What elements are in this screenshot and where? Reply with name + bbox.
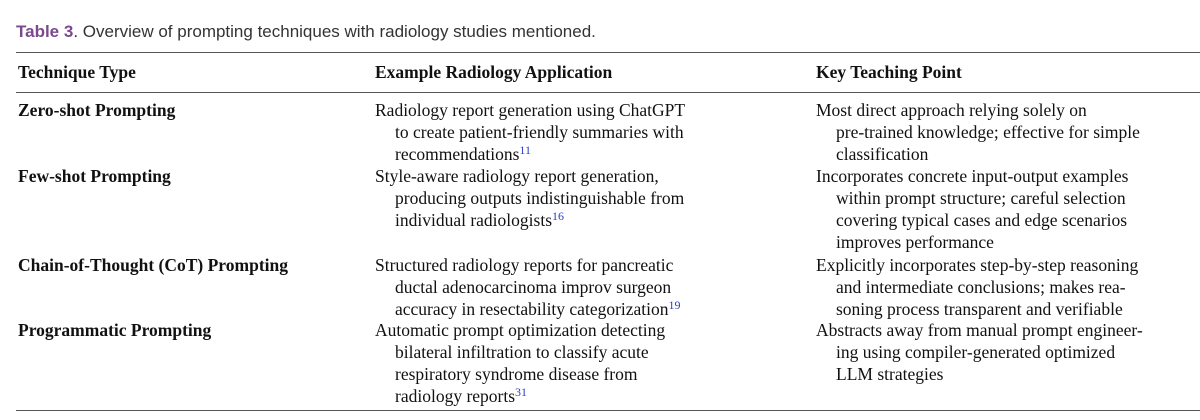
application-line: to create patient-friendly summaries with <box>395 122 684 142</box>
application-line: Radiology report generation using ChatGPT <box>375 100 686 120</box>
citation-ref-link[interactable]: 16 <box>552 209 565 223</box>
row-technique: Programmatic Prompting <box>18 320 212 340</box>
row-teaching <box>816 165 1128 253</box>
header-rule <box>16 92 1200 93</box>
application-line-text: accuracy in resectability categorization <box>395 299 669 319</box>
row-application <box>375 99 685 165</box>
application-line-last <box>375 209 684 231</box>
teaching-line: improves performance <box>836 232 994 252</box>
application-line-last <box>375 385 665 407</box>
teaching-line: Incorporates concrete input-output examples <box>816 166 1129 186</box>
application-line: Automatic prompt optimization detecting <box>375 320 666 340</box>
citation-ref-link[interactable]: 11 <box>519 143 531 157</box>
teaching-line: covering typical cases and edge scenarios <box>836 210 1128 230</box>
table-caption <box>16 22 596 42</box>
teaching-line: LLM strategies <box>836 364 944 384</box>
header-technique: Technique Type <box>18 62 136 82</box>
application-line: ductal adenocarcinoma improv surgeon <box>395 277 672 297</box>
application-line-text: recommendations <box>395 144 520 164</box>
row-teaching <box>816 319 1143 385</box>
row-application <box>375 319 665 407</box>
table-top-rule <box>16 52 1200 53</box>
application-line-last <box>375 298 681 320</box>
application-line: respiratory syndrome disease from <box>395 364 638 384</box>
teaching-line: and intermediate conclusions; makes rea- <box>836 277 1126 297</box>
application-line-last <box>375 143 685 165</box>
teaching-line: within prompt structure; careful selection <box>836 188 1126 208</box>
teaching-line: ing using compiler-generated optimized <box>836 342 1116 362</box>
table-label: Table 3 <box>16 22 74 41</box>
teaching-line: Abstracts away from manual prompt engineer- <box>816 320 1143 340</box>
teaching-line: Explicitly incorporates step-by-step reasoning <box>816 255 1139 275</box>
row-teaching <box>816 254 1138 320</box>
row-application <box>375 254 681 320</box>
row-technique: Chain-of-Thought (CoT) Prompting <box>18 255 288 275</box>
table-caption-text: . Overview of prompting techniques with radiology studies mentioned. <box>73 22 596 41</box>
table-bottom-rule <box>16 410 1200 411</box>
teaching-line: soning process transparent and verifiable <box>836 299 1123 319</box>
application-line: Style-aware radiology report generation, <box>375 166 659 186</box>
row-application <box>375 165 684 231</box>
application-line: bilateral infiltration to classify acute <box>395 342 649 362</box>
teaching-line: Most direct approach relying solely on <box>816 100 1087 120</box>
application-line-text: individual radiologists <box>395 210 553 230</box>
row-technique: Few-shot Prompting <box>18 166 171 186</box>
citation-ref-link[interactable]: 19 <box>668 298 681 312</box>
citation-ref-link[interactable]: 31 <box>515 385 528 399</box>
row-technique: Zero-shot Prompting <box>18 100 176 120</box>
application-line: producing outputs indistinguishable from <box>395 188 685 208</box>
header-application: Example Radiology Application <box>375 62 613 82</box>
application-line: Structured radiology reports for pancreatic <box>375 255 674 275</box>
header-teaching: Key Teaching Point <box>816 62 962 82</box>
teaching-line: pre-trained knowledge; effective for simple <box>836 122 1140 142</box>
application-line-text: radiology reports <box>395 386 516 406</box>
row-teaching <box>816 99 1140 165</box>
teaching-line: classification <box>836 144 929 164</box>
